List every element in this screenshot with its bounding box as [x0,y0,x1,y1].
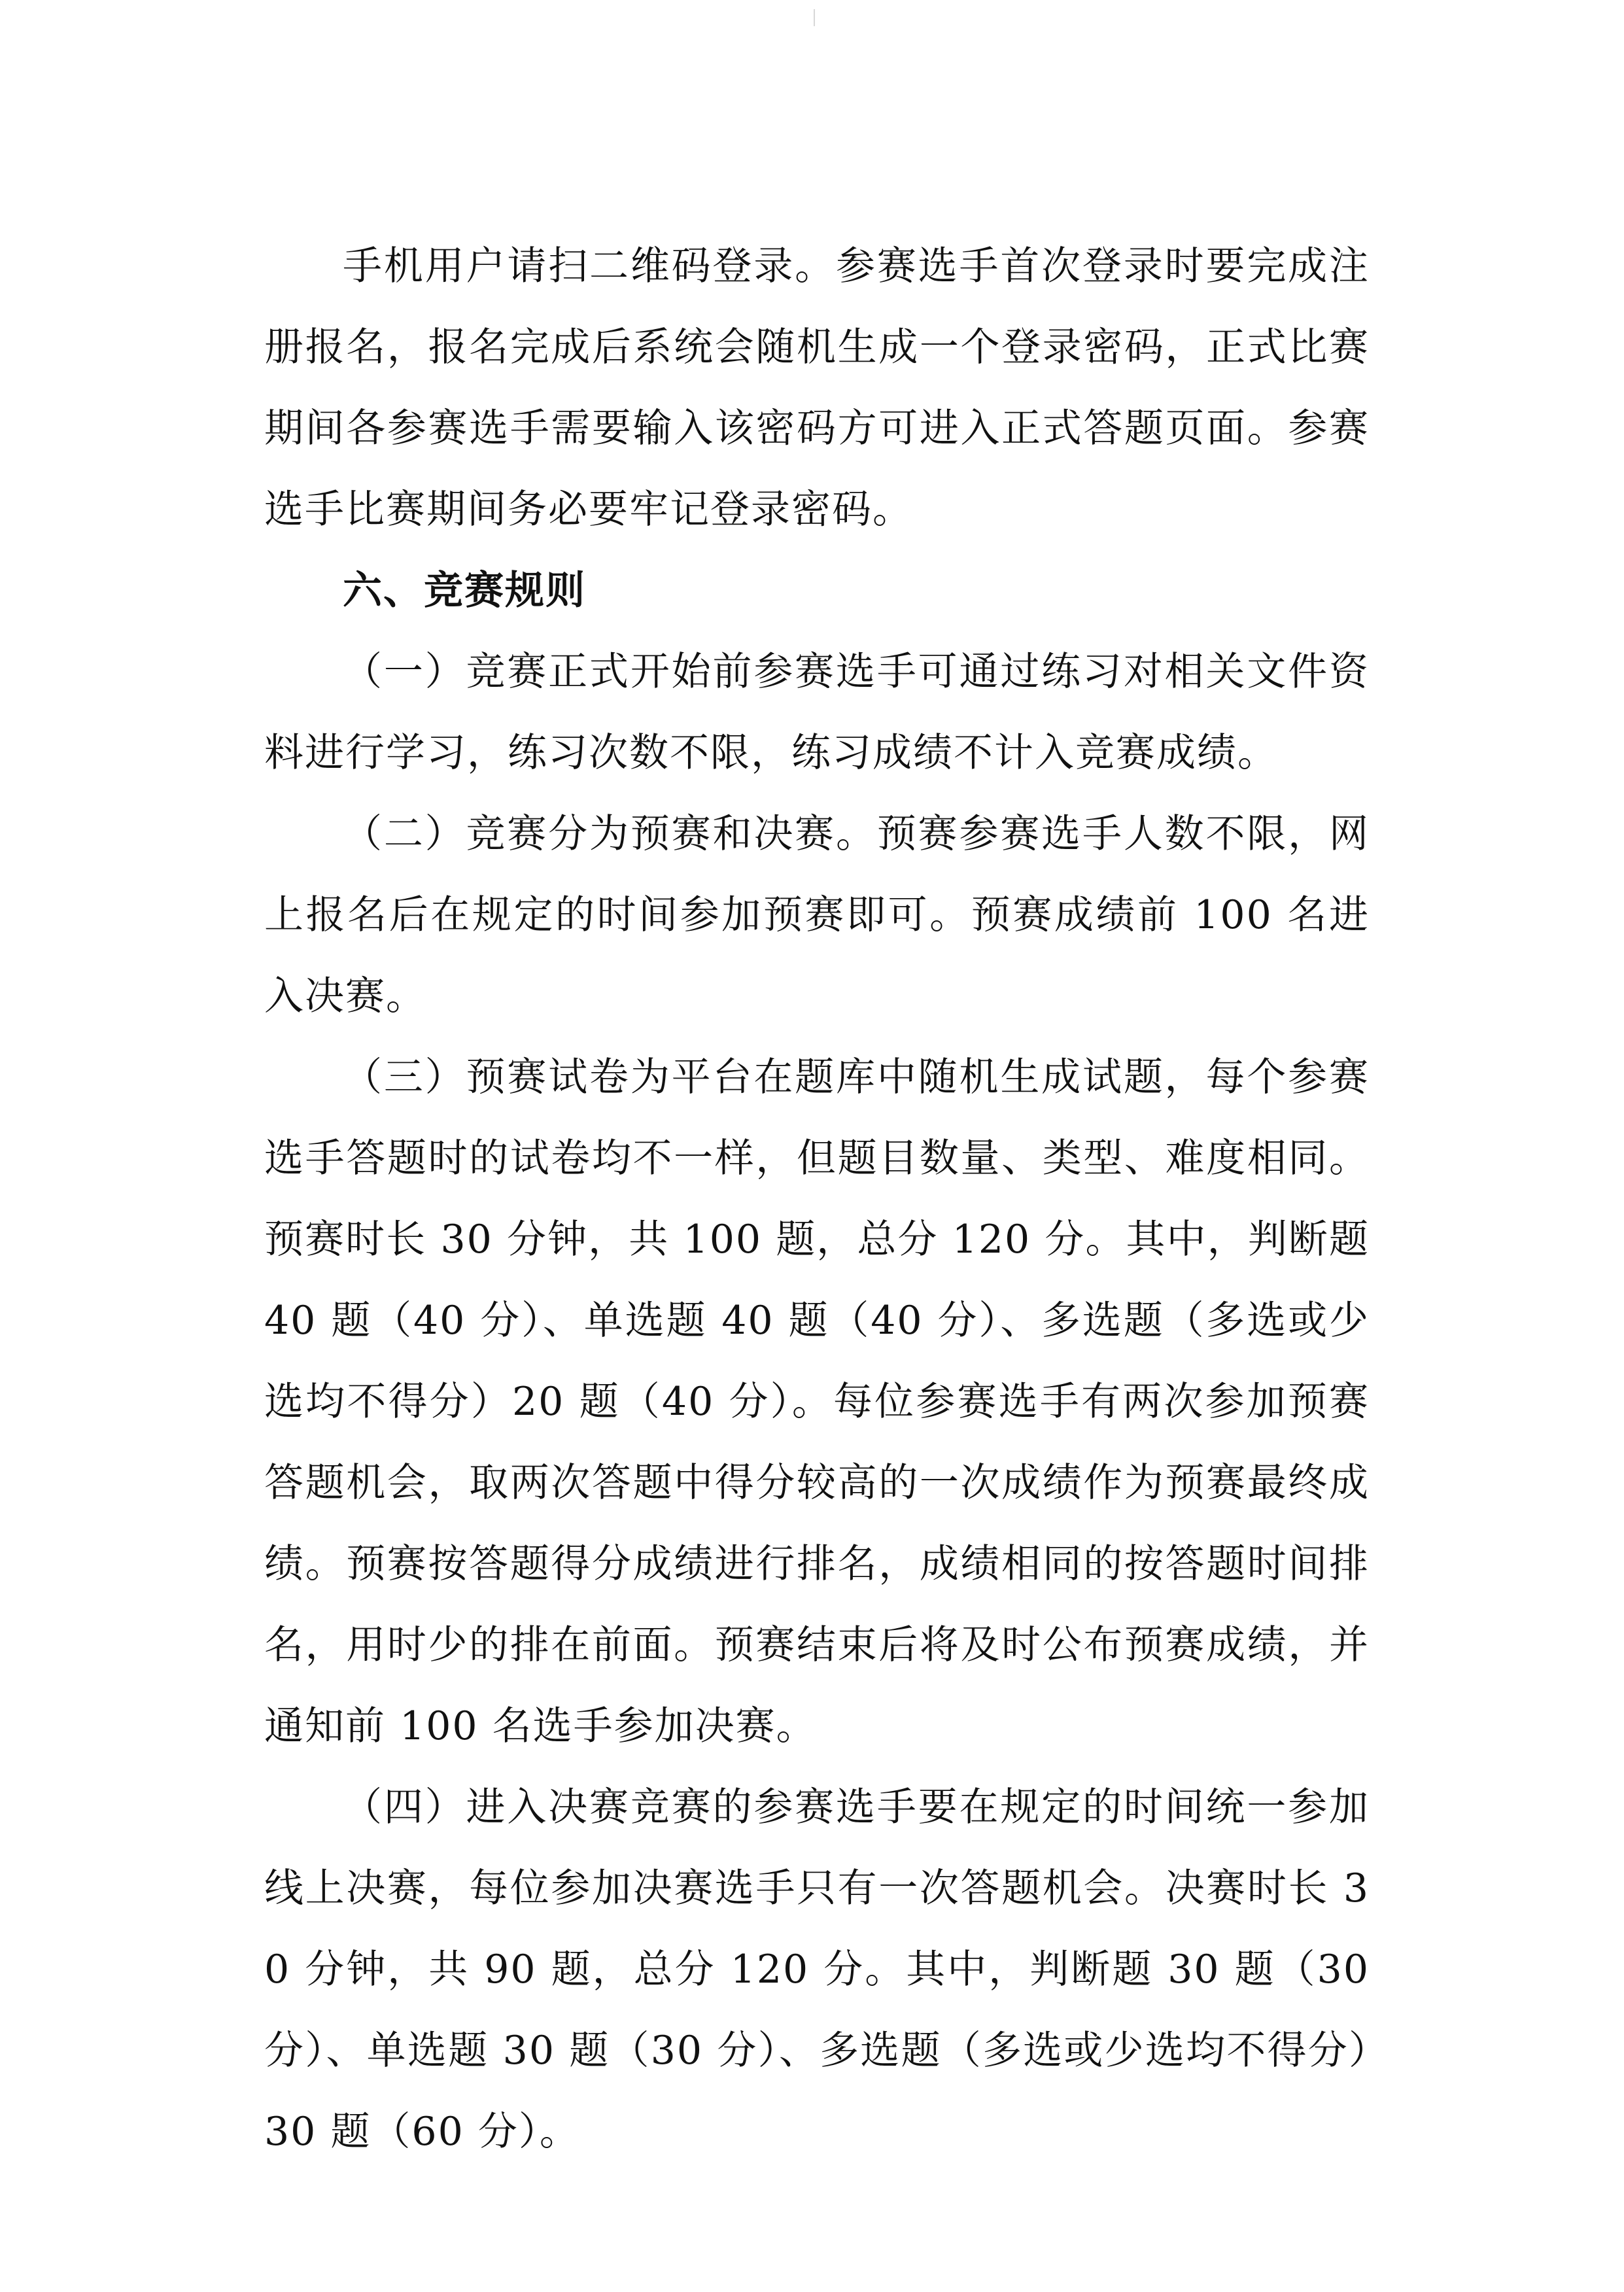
section-heading-rules: 六、竞赛规则 [343,568,586,614]
paragraph-login-instructions: 手机用户请扫二维码登录。参赛选手首次登录时要完成注册报名，报名完成后系统会随机生成一个登录密码，正式比赛期间各参赛选手需要输入该密码方可进入正式答题页面。参赛选手比赛期间务必要牢记登录密码。 [264,243,1370,532]
rule-paragraph-2: （二）竞赛分为预赛和决赛。预赛参赛选手人数不限，网上报名后在规定的时间参加预赛即可。预赛成绩前 100 名进入决赛。 [264,811,1370,1019]
rule-paragraph-3: （三）预赛试卷为平台在题库中随机生成试题，每个参赛选手答题时的试卷均不一样，但题目数量、类型、难度相同。预赛时长 30 分钟，共 100 题，总分 120 分。其中，判断题 40 题（40 分）、单选题 40 题（40 分）、多选题（多选或少选均不得分）20 题（40 分）。每位参赛选手有两次参加预赛答题机会，取两次答题中得分较高的一次成绩作为预赛最终成绩。预赛按答题得分成绩进行排名，成绩相同的按答题时间排名，用时少的排在前面。预赛结束后将及时公布预赛成绩，并通知前 100 名选手参加决赛。 [264,1054,1370,1749]
rule-paragraph-1: （一）竞赛正式开始前参赛选手可通过练习对相关文件资料进行学习，练习次数不限，练习成绩不计入竞赛成绩。 [264,649,1370,776]
document-body [264,226,1370,2172]
rule-paragraph-4: （四）进入决赛竞赛的参赛选手要在规定的时间统一参加线上决赛，每位参加决赛选手只有一次答题机会。决赛时长 30 分钟，共 90 题，总分 120 分。其中，判断题 30 题（30 分）、单选题 30 题（30 分）、多选题（多选或少选均不得分）30 题（60 分）。 [264,1784,1370,2155]
scan-mark [814,9,815,26]
